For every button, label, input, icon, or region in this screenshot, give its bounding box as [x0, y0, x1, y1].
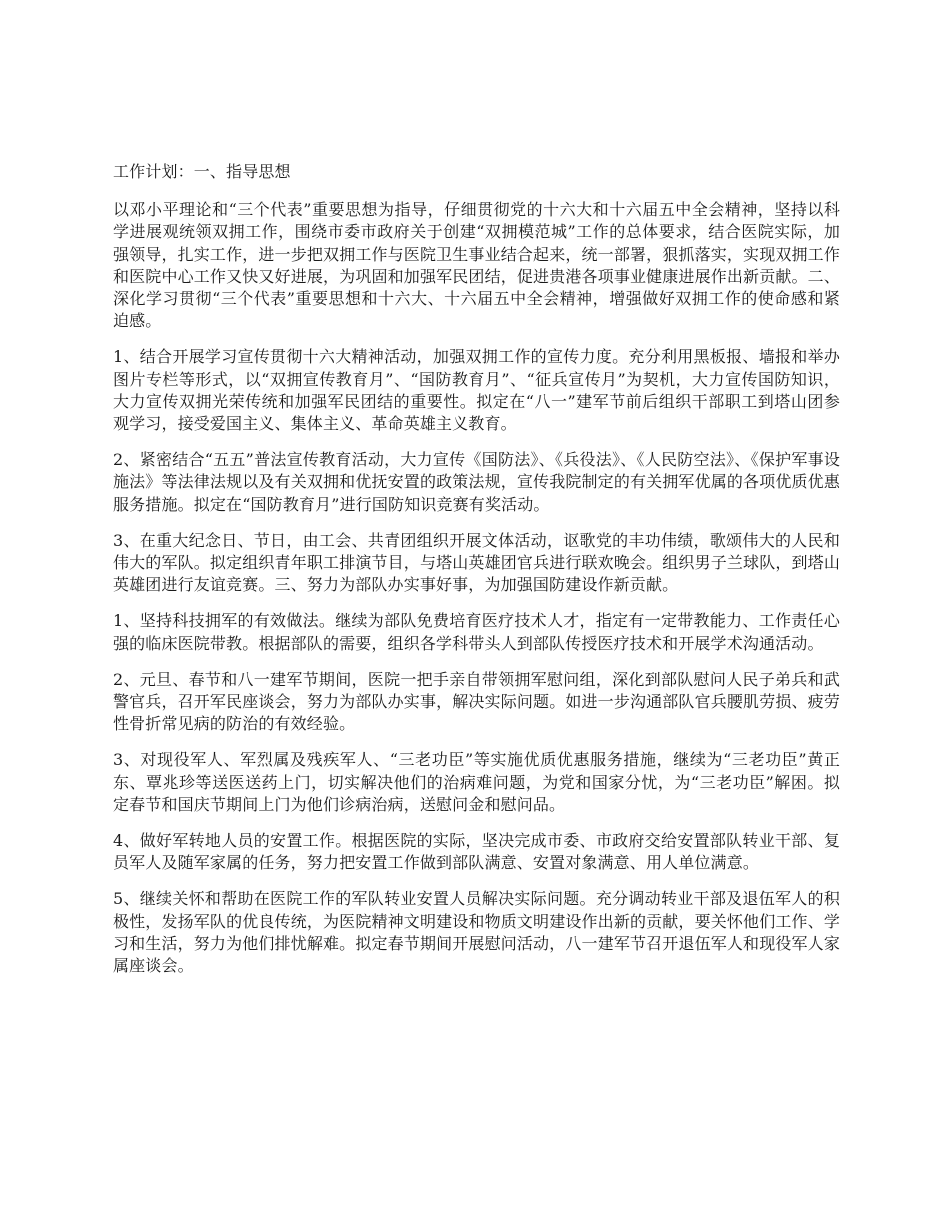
- paragraph-guiding-ideology: 以邓小平理论和“三个代表”重要思想为指导，仔细贯彻党的十六大和十六届五中全会精神，坚持以科学进展观统领双拥工作，围绕市委市政府关于创建“双拥模范城”工作的总体要求，结合医院实际，加强领导，扎实工作，进一步把双拥工作与医院卫生事业结合起来，统一部署，狠抓落实，实现双拥工作和医院中心工作又快又好进展，为巩固和加强军民团结，促进贵港各项事业健康进展作出新贡献。二、深化学习贯彻“三个代表”重要思想和十六大、十六届五中全会精神，增强做好双拥工作的使命感和紧迫感。: [113, 200, 840, 331]
- document-body: [113, 161, 840, 991]
- document-heading: 工作计划：一、指导思想: [113, 162, 291, 181]
- paragraph-item: 2、元旦、春节和八一建军节期间，医院一把手亲自带领拥军慰问组，深化到部队慰问人民子弟兵和武警官兵，召开军民座谈会，努力为部队办实事，解决实际问题。如进一步沟通部队官兵腰肌劳损、疲劳性骨折常见病的防治的有效经验。: [113, 669, 840, 734]
- paragraph-item: 4、做好军转地人员的安置工作。根据医院的实际，坚决完成市委、市政府交给安置部队转业干部、复员军人及随军家属的任务，努力把安置工作做到部队满意、安置对象满意、用人单位满意。: [113, 831, 840, 873]
- paragraph-item: 3、对现役军人、军烈属及残疾军人、“三老功臣”等实施优质优惠服务措施，继续为“三老功臣”黄正东、覃兆珍等送医送药上门，切实解决他们的治病难问题，为党和国家分忧，为“三老功臣”解困。拟定春节和国庆节期间上门为他们诊病治病，送慰问金和慰问品。: [113, 750, 840, 814]
- paragraph-item: 2、紧密结合“五五”普法宣传教育活动，大力宣传《国防法》、《兵役法》、《人民防空法》、《保护军事设施法》等法律法规以及有关双拥和优抚安置的政策法规，宣传我院制定的有关拥军优属的各项优质优惠服务措施。拟定在“国防教育月”进行国防知识竞赛有奖活动。: [113, 450, 840, 514]
- paragraph-item: 1、坚持科技拥军的有效做法。继续为部队免费培育医疗技术人才，指定有一定带教能力、工作责任心强的临床医院带教。根据部队的需要，组织各学科带头人到部队传授医疗技术和开展学术沟通活动。: [113, 611, 840, 653]
- paragraph-item: 5、继续关怀和帮助在医院工作的军队转业安置人员解决实际问题。充分调动转业干部及退伍军人的积极性，发扬军队的优良传统，为医院精神文明建设和物质文明建设作出新的贡献，要关怀他们工作、学习和生活，努力为他们排忧解难。拟定春节期间开展慰问活动，八一建军节召开退伍军人和现役军人家属座谈会。: [113, 889, 840, 976]
- paragraph-item: 1、结合开展学习宣传贯彻十六大精神活动，加强双拥工作的宣传力度。充分利用黑板报、墙报和举办图片专栏等形式，以“双拥宣传教育月”、“国防教育月”、“征兵宣传月”为契机，大力宣传国防知识，大力宣传双拥光荣传统和加强军民团结的重要性。拟定在“八一”建军节前后组织干部职工到塔山团参观学习，接受爱国主义、集体主义、革命英雄主义教育。: [113, 347, 840, 434]
- paragraph-item: 3、在重大纪念日、节日，由工会、共青团组织开展文体活动，讴歌党的丰功伟绩，歌颂伟大的人民和伟大的军队。拟定组织青年职工排演节目，与塔山英雄团官兵进行联欢晚会。组织男子兰球队，到塔山英雄团进行友谊竞赛。三、努力为部队办实事好事，为加强国防建设作新贡献。: [113, 530, 840, 595]
